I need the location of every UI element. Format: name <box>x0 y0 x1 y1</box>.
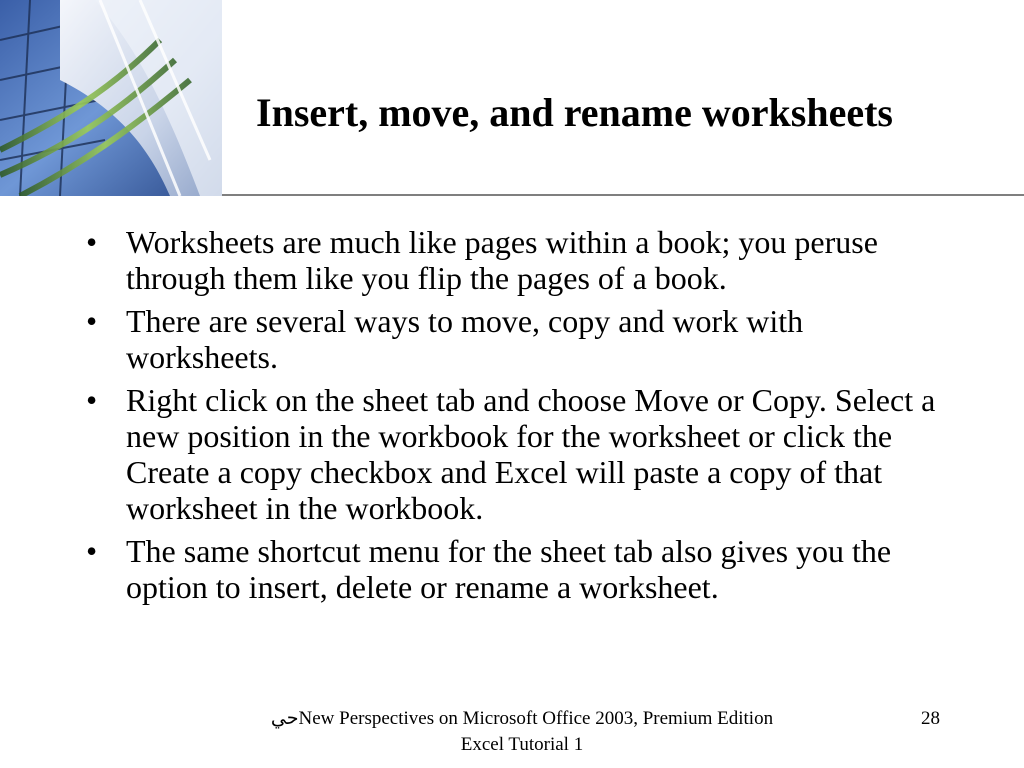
bullet-text: The same shortcut menu for the sheet tab also gives you the option to insert, delete or rename a worksheet. <box>126 533 892 605</box>
bullet-item <box>78 303 958 375</box>
page-number: 28 <box>921 708 940 729</box>
bullet-item <box>78 382 958 526</box>
bullet-text: Right click on the sheet tab and choose Move or Copy. Select a new position in the workbook for the worksheet or click the Create a copy checkbox and Excel will paste a copy of that worksheet in the workbook. <box>126 382 936 526</box>
architecture-photo <box>0 0 222 196</box>
bullet-icon: • <box>86 533 98 569</box>
footer-text: حيNew Perspectives on Microsoft Office 2003, Premium Edition Excel Tutorial 1 <box>270 708 774 755</box>
bullet-icon: • <box>86 303 98 339</box>
bullet-icon: • <box>86 382 98 418</box>
slide-title: Insert, move, and rename worksheets <box>256 90 893 135</box>
bullet-text: There are several ways to move, copy and work with worksheets. <box>126 303 804 375</box>
bullet-item <box>78 533 958 605</box>
bullet-list <box>78 224 958 612</box>
title-divider <box>222 194 1024 196</box>
bullet-icon: • <box>86 224 98 260</box>
bullet-text: Worksheets are much like pages within a book; you peruse through them like you flip the pages of a book. <box>126 224 878 296</box>
bullet-item <box>78 224 958 296</box>
